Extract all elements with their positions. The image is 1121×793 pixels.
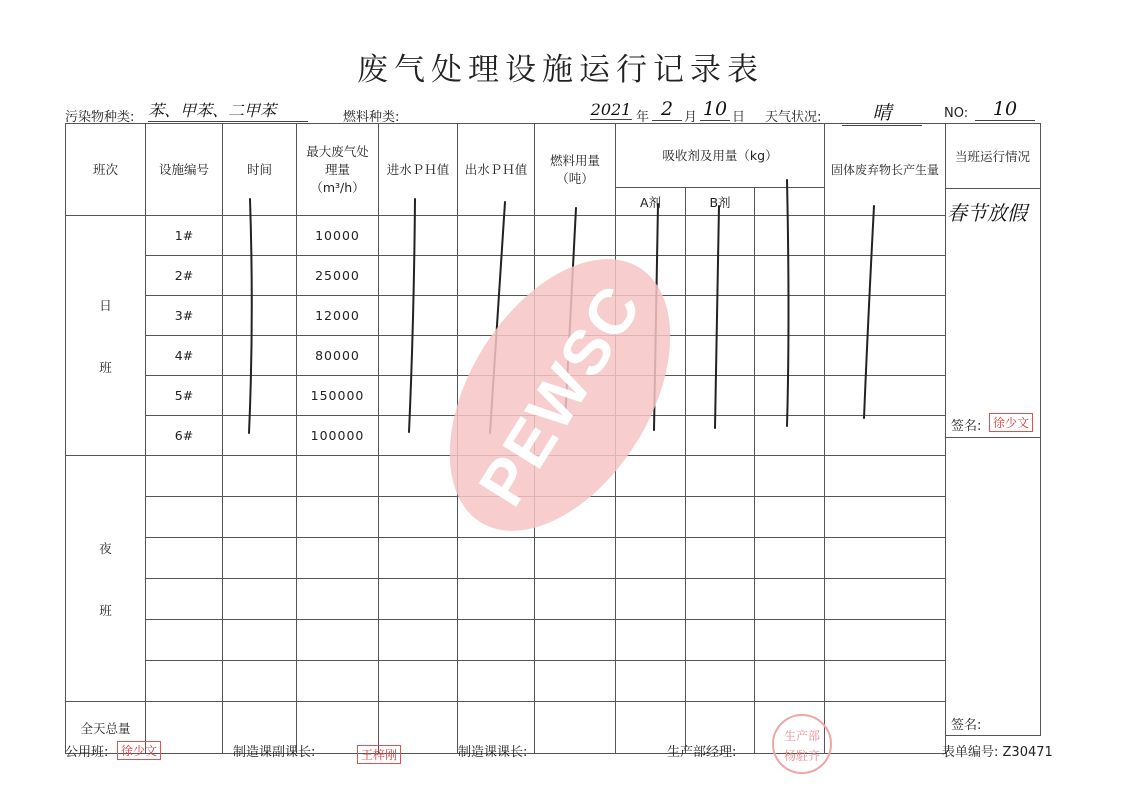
- total-label: 全天总量: [66, 702, 146, 754]
- header-absorbent: 吸收剂及用量（kg）: [616, 124, 825, 188]
- pollutant-value: 苯、甲苯、二甲苯: [148, 98, 308, 122]
- stroke-time: [249, 199, 252, 433]
- year-label: 年: [636, 110, 650, 125]
- max-flow-value: 80000: [297, 336, 379, 376]
- deputy-label: 制造课副课长:: [233, 745, 316, 760]
- pewsc-watermark: [410, 255, 710, 535]
- night-shift-char-2: 班: [99, 602, 112, 618]
- header-agent-a: A剂: [616, 188, 686, 216]
- header-ph-out: 出水ＰＨ值: [458, 124, 535, 216]
- max-flow-value: 150000: [297, 376, 379, 416]
- facility-id: 5#: [146, 376, 223, 416]
- month-label: 月: [684, 110, 698, 125]
- night-sign-label: 签名:: [951, 718, 982, 733]
- chief-label: 制造课课长:: [458, 745, 528, 760]
- weather-label: 天气状况:: [765, 110, 822, 125]
- prod-stamp-name: 杨駐齐: [783, 749, 820, 763]
- year-value: 2021: [590, 100, 632, 119]
- facility-id: 1#: [146, 216, 223, 256]
- form-title: 废气处理设施运行记录表: [357, 52, 764, 88]
- public-signature-stamp: 徐少文: [117, 741, 161, 760]
- form-number: 表单编号: Z30471: [942, 745, 1053, 760]
- header-ph-in: 进水ＰＨ值: [379, 124, 458, 216]
- header-agent-b: B剂: [686, 188, 755, 216]
- header-fuel: 燃料用量（吨）: [535, 124, 616, 216]
- header-solid-waste: 固体废弃物长产生量: [825, 124, 946, 216]
- night-shift-char-1: 夜: [99, 540, 112, 556]
- watermark-text: PEWSC: [464, 272, 656, 518]
- prod-manager-label: 生产部经理:: [667, 745, 737, 760]
- max-flow-value: 100000: [297, 416, 379, 456]
- prod-manager-stamp: [772, 714, 832, 774]
- facility-id: 3#: [146, 296, 223, 336]
- stroke-agent-b: [715, 206, 719, 428]
- day-label: 日: [732, 110, 746, 125]
- day-sign-label: 签名:: [951, 419, 982, 434]
- max-flow-value: 10000: [297, 216, 379, 256]
- header-facility: 设施编号: [146, 124, 223, 216]
- facility-id: 2#: [146, 256, 223, 296]
- header-max-flow: 最大废气处理量（m³/h）: [297, 124, 379, 216]
- day-signature-stamp: 徐少文: [989, 413, 1033, 432]
- prod-stamp-top: 生产部: [783, 729, 820, 743]
- fuel-label: 燃料种类:: [343, 110, 400, 125]
- no-label: NO:: [944, 106, 969, 121]
- weather-value: 晴: [842, 98, 922, 126]
- day-shift-char-1: 日: [99, 297, 112, 313]
- day-value: 10: [700, 98, 730, 121]
- facility-id: 4#: [146, 336, 223, 376]
- header-shift: 班次: [66, 124, 146, 216]
- day-shift-char-2: 班: [99, 359, 112, 375]
- header-status: 当班运行情况: [945, 124, 1040, 189]
- stroke-agent-c: [787, 180, 789, 426]
- month-value: 2: [652, 98, 682, 121]
- public-label: 公用班:: [65, 745, 109, 760]
- max-flow-value: 12000: [297, 296, 379, 336]
- header-time: 时间: [223, 124, 297, 216]
- no-value: 10: [975, 98, 1035, 121]
- pollutant-label: 污染物种类:: [65, 110, 135, 125]
- max-flow-value: 25000: [297, 256, 379, 296]
- day-status-text: 春节放假: [947, 201, 1027, 225]
- facility-id: 6#: [146, 416, 223, 456]
- deputy-signature-stamp: 王梓刚: [357, 745, 401, 764]
- stroke-solid-waste: [864, 206, 874, 418]
